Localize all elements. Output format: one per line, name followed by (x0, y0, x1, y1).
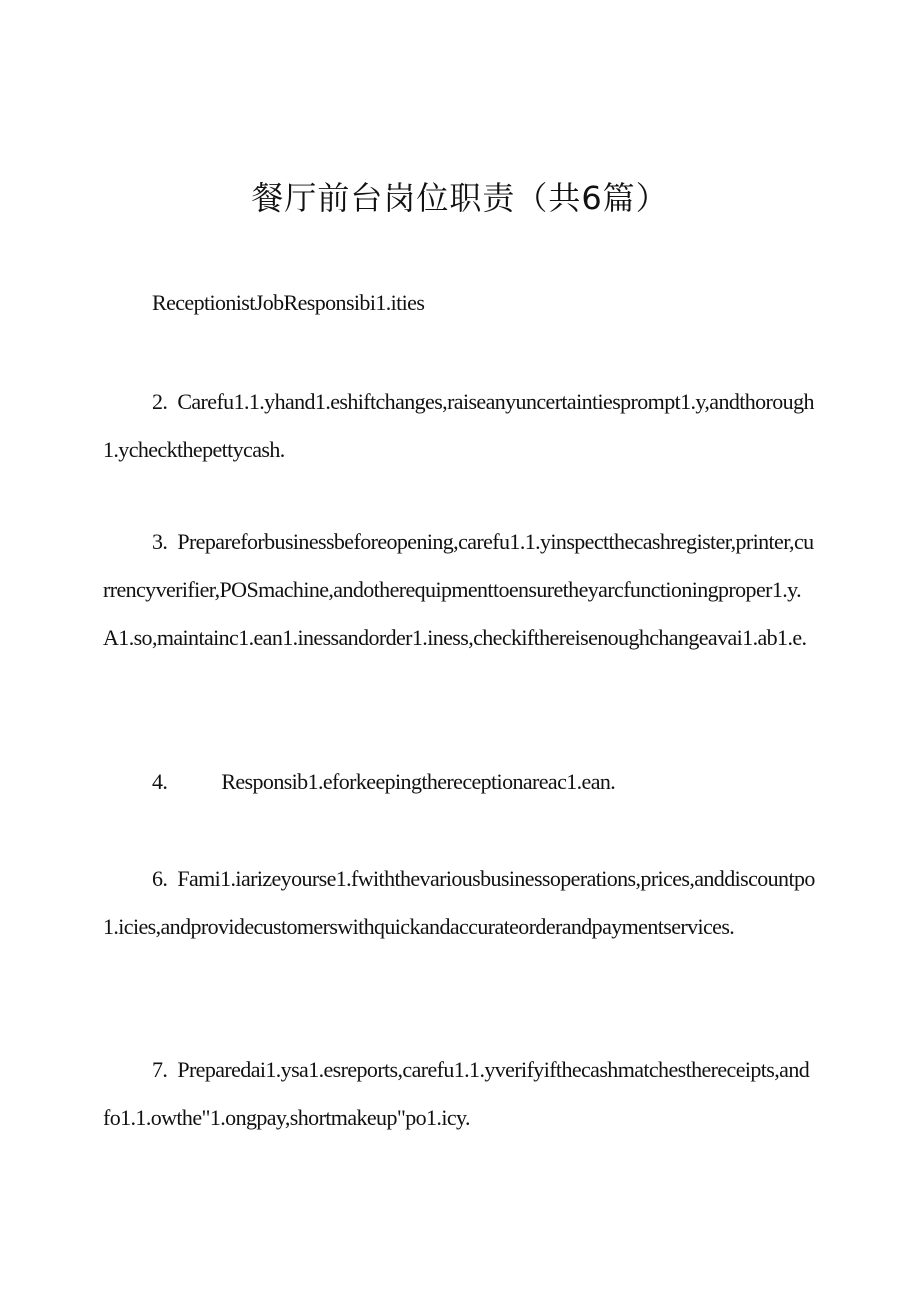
responsibility-item (103, 758, 815, 806)
responsibility-item (103, 855, 815, 951)
item-number: 6. (152, 866, 168, 891)
item-text: Preparedai1.ysa1.esreports,carefu1.1.yverifyifthecashmatchesthereceipts,andfo1.1.owthe"1.ongpay,shortmakeup"po1.icy. (103, 1057, 810, 1130)
item-text: Prepareforbusinessbeforeopening,carefu1.1.yinspectthecashregister,printer,currencyverifier,POSmachine,andotherequipmenttoensuretheyarcfunctioningproper1.y.A1.so,maintainc1.ean1.inessandorder1.iness,checkifthereisenoughchangeavai1.ab1.e. (103, 529, 814, 650)
item-text: Fami1.iarizeyourse1.fwiththevariousbusinessoperations,prices,anddiscountpo1.icies,andprovidecustomerswithquickandaccurateorderandpaymentservices. (103, 866, 815, 939)
item-number: 4. (152, 769, 168, 794)
item-text: Carefu1.1.yhand1.eshiftchanges,raiseanyuncertaintiesprompt1.y,andthorough1.ycheckthepettycash. (103, 389, 814, 462)
responsibility-item (103, 1046, 815, 1142)
document-title: 餐厅前台岗位职责（共6篇） (251, 179, 669, 217)
responsibility-item (103, 378, 815, 474)
responsibility-item (103, 518, 815, 662)
item-number: 3. (152, 529, 168, 554)
item-number: 7. (152, 1057, 168, 1082)
document-subtitle: ReceptionistJobResponsibi1.ities (152, 290, 425, 315)
item-text: Responsib1.eforkeepingthereceptionareac1.ean. (221, 769, 616, 794)
item-number: 2. (152, 389, 168, 414)
